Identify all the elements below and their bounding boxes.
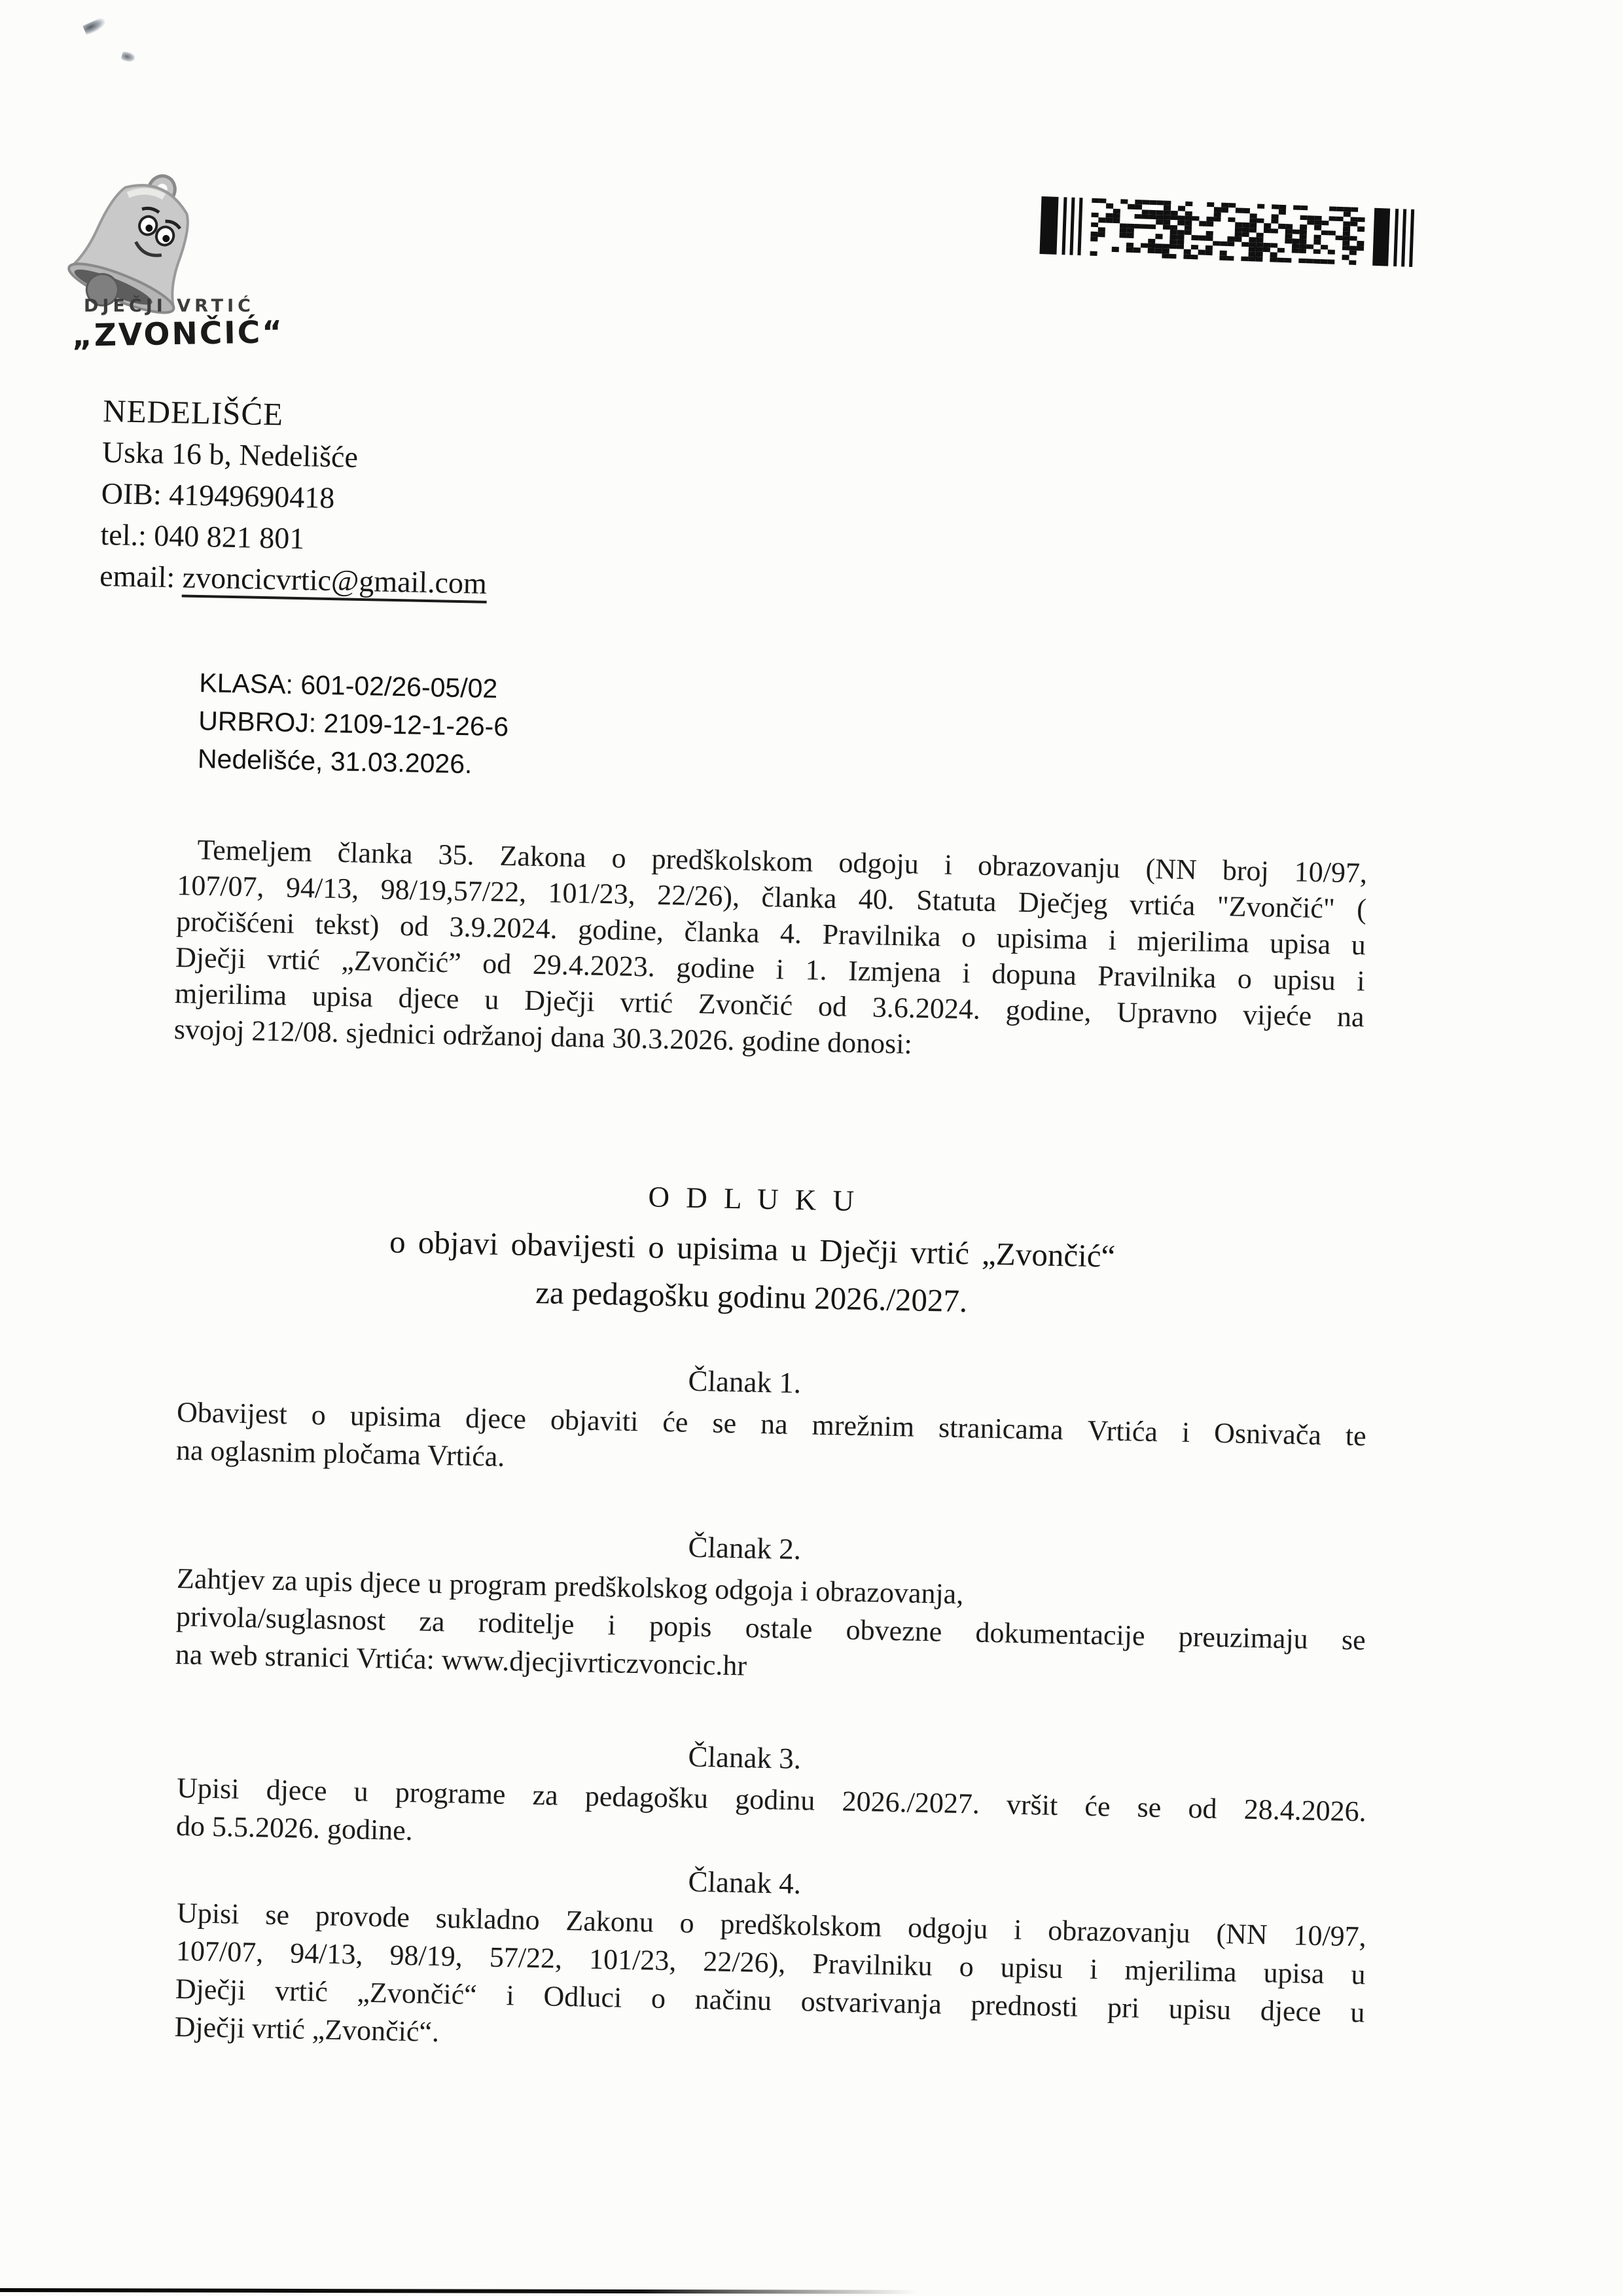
text-line: na web stranici Vrtića: www.djecjivrticzvoncic.hr	[175, 1638, 747, 1682]
article-1-heading: Članak 1.	[688, 1364, 802, 1400]
text-line: 107/07, 94/13, 98/19,57/22, 101/23, 22/26), članka 40. Statuta Dječjeg vrtića "Zvončić" (	[176, 869, 1367, 925]
article-3-heading: Članak 3.	[688, 1740, 802, 1776]
barcode-image	[1039, 196, 1448, 268]
street-address: Uska 16 b, Nedelišće	[101, 435, 359, 474]
text-line: Zahtjev za upis djece u program predškolskog odgoja i obrazovanja,	[176, 1562, 964, 1611]
letterhead-address-block	[99, 390, 491, 604]
email-address: zvoncicvrtic@gmail.com	[182, 560, 487, 603]
article-4-section	[174, 1854, 1368, 2072]
article-2-section	[175, 1520, 1367, 1699]
text-line: svojoj 212/08. sjednici održanoj dana 30.3.2026. godine donosi:	[173, 1013, 913, 1060]
text-line: Upisi djece u programe za pedagošku godinu 2026./2027. vršit će se od 28.4.2026.	[176, 1771, 1367, 1828]
institution-name: NEDELIŠĆE	[102, 392, 284, 433]
text-line: mjerilima upisa djece u Dječji vrtić Zvončić od 3.6.2024. godine, Upravno vijeće na	[174, 977, 1365, 1033]
preamble-paragraph	[173, 833, 1367, 1072]
text-line: Upisi se provode sukladno Zakonu o predškolskom odgoju i obrazovanju (NN 10/97,	[176, 1896, 1367, 1953]
text-line: Dječji vrtić „Zvončić” od 29.4.2023. godine i 1. Izmjena i dopuna Pravilnika o upisu i	[175, 941, 1366, 997]
scan-smudge-artifact	[82, 17, 107, 35]
reference-block	[198, 664, 510, 783]
scan-smudge-artifact	[121, 51, 136, 63]
decision-subtitle-2: za pedagošku godinu 2026./2027.	[535, 1274, 968, 1319]
klasa-number: KLASA: 601-02/26-05/02	[198, 667, 498, 704]
text-line: Obavijest o upisima djece objaviti će se na mrežnim stranicama Vrtića i Osnivača te	[176, 1395, 1367, 1452]
decision-title-block	[175, 1170, 1330, 1327]
text-line: do 5.5.2026. godine.	[175, 1809, 414, 1847]
scan-edge-artifact-line	[0, 2288, 916, 2294]
email-label: email:	[99, 558, 183, 594]
decision-title: O D L U K U	[648, 1180, 859, 1217]
decision-subtitle-1: o objavi obavijesti o upisima u Dječji vrtić „Zvončić“	[389, 1223, 1116, 1274]
logo-text-djecji-vrtic: DJEČJI VRTIĆ	[84, 296, 255, 316]
article-4-text	[174, 1896, 1366, 2072]
text-line: Dječji vrtić „Zvončić“.	[174, 2010, 440, 2049]
oib-number: OIB: 41949690418	[101, 476, 335, 515]
place-and-date: Nedelišće, 31.03.2026.	[197, 743, 473, 780]
article-4-heading: Članak 4.	[688, 1865, 802, 1901]
article-2-heading: Članak 2.	[688, 1530, 802, 1566]
article-3-section	[175, 1729, 1367, 1871]
email-line	[99, 555, 488, 604]
phone-number: tel.: 040 821 801	[100, 517, 305, 556]
article-2-text	[175, 1562, 1366, 1699]
text-line: privola/suglasnost za roditelje i popis ostale obvezne dokumentacije preuzimaju se	[175, 1600, 1366, 1657]
urbroj-number: URBROJ: 2109-12-1-26-6	[198, 705, 509, 742]
article-1-section	[175, 1354, 1367, 1495]
text-line: 107/07, 94/13, 98/19, 57/22, 101/23, 22/26), Pravilniku o upisu i mjerilima upisa u	[175, 1934, 1366, 1991]
text-line: pročišćeni tekst) od 3.9.2024. godine, članka 4. Pravilnika o upisima i mjerilima upisa u	[175, 905, 1366, 961]
logo-text-zvoncic: „ZVONČIĆ“	[71, 314, 285, 354]
text-line: na oglasnim pločama Vrtića.	[175, 1433, 505, 1473]
text-line: Temeljem članka 35. Zakona o predškolskom odgoju i obrazovanju (NN broj 10/97,	[196, 833, 1368, 889]
text-line: Dječji vrtić „Zvončić“ i Odluci o načinu ostvarivanja prednosti pri upisu djece u	[175, 1972, 1365, 2029]
